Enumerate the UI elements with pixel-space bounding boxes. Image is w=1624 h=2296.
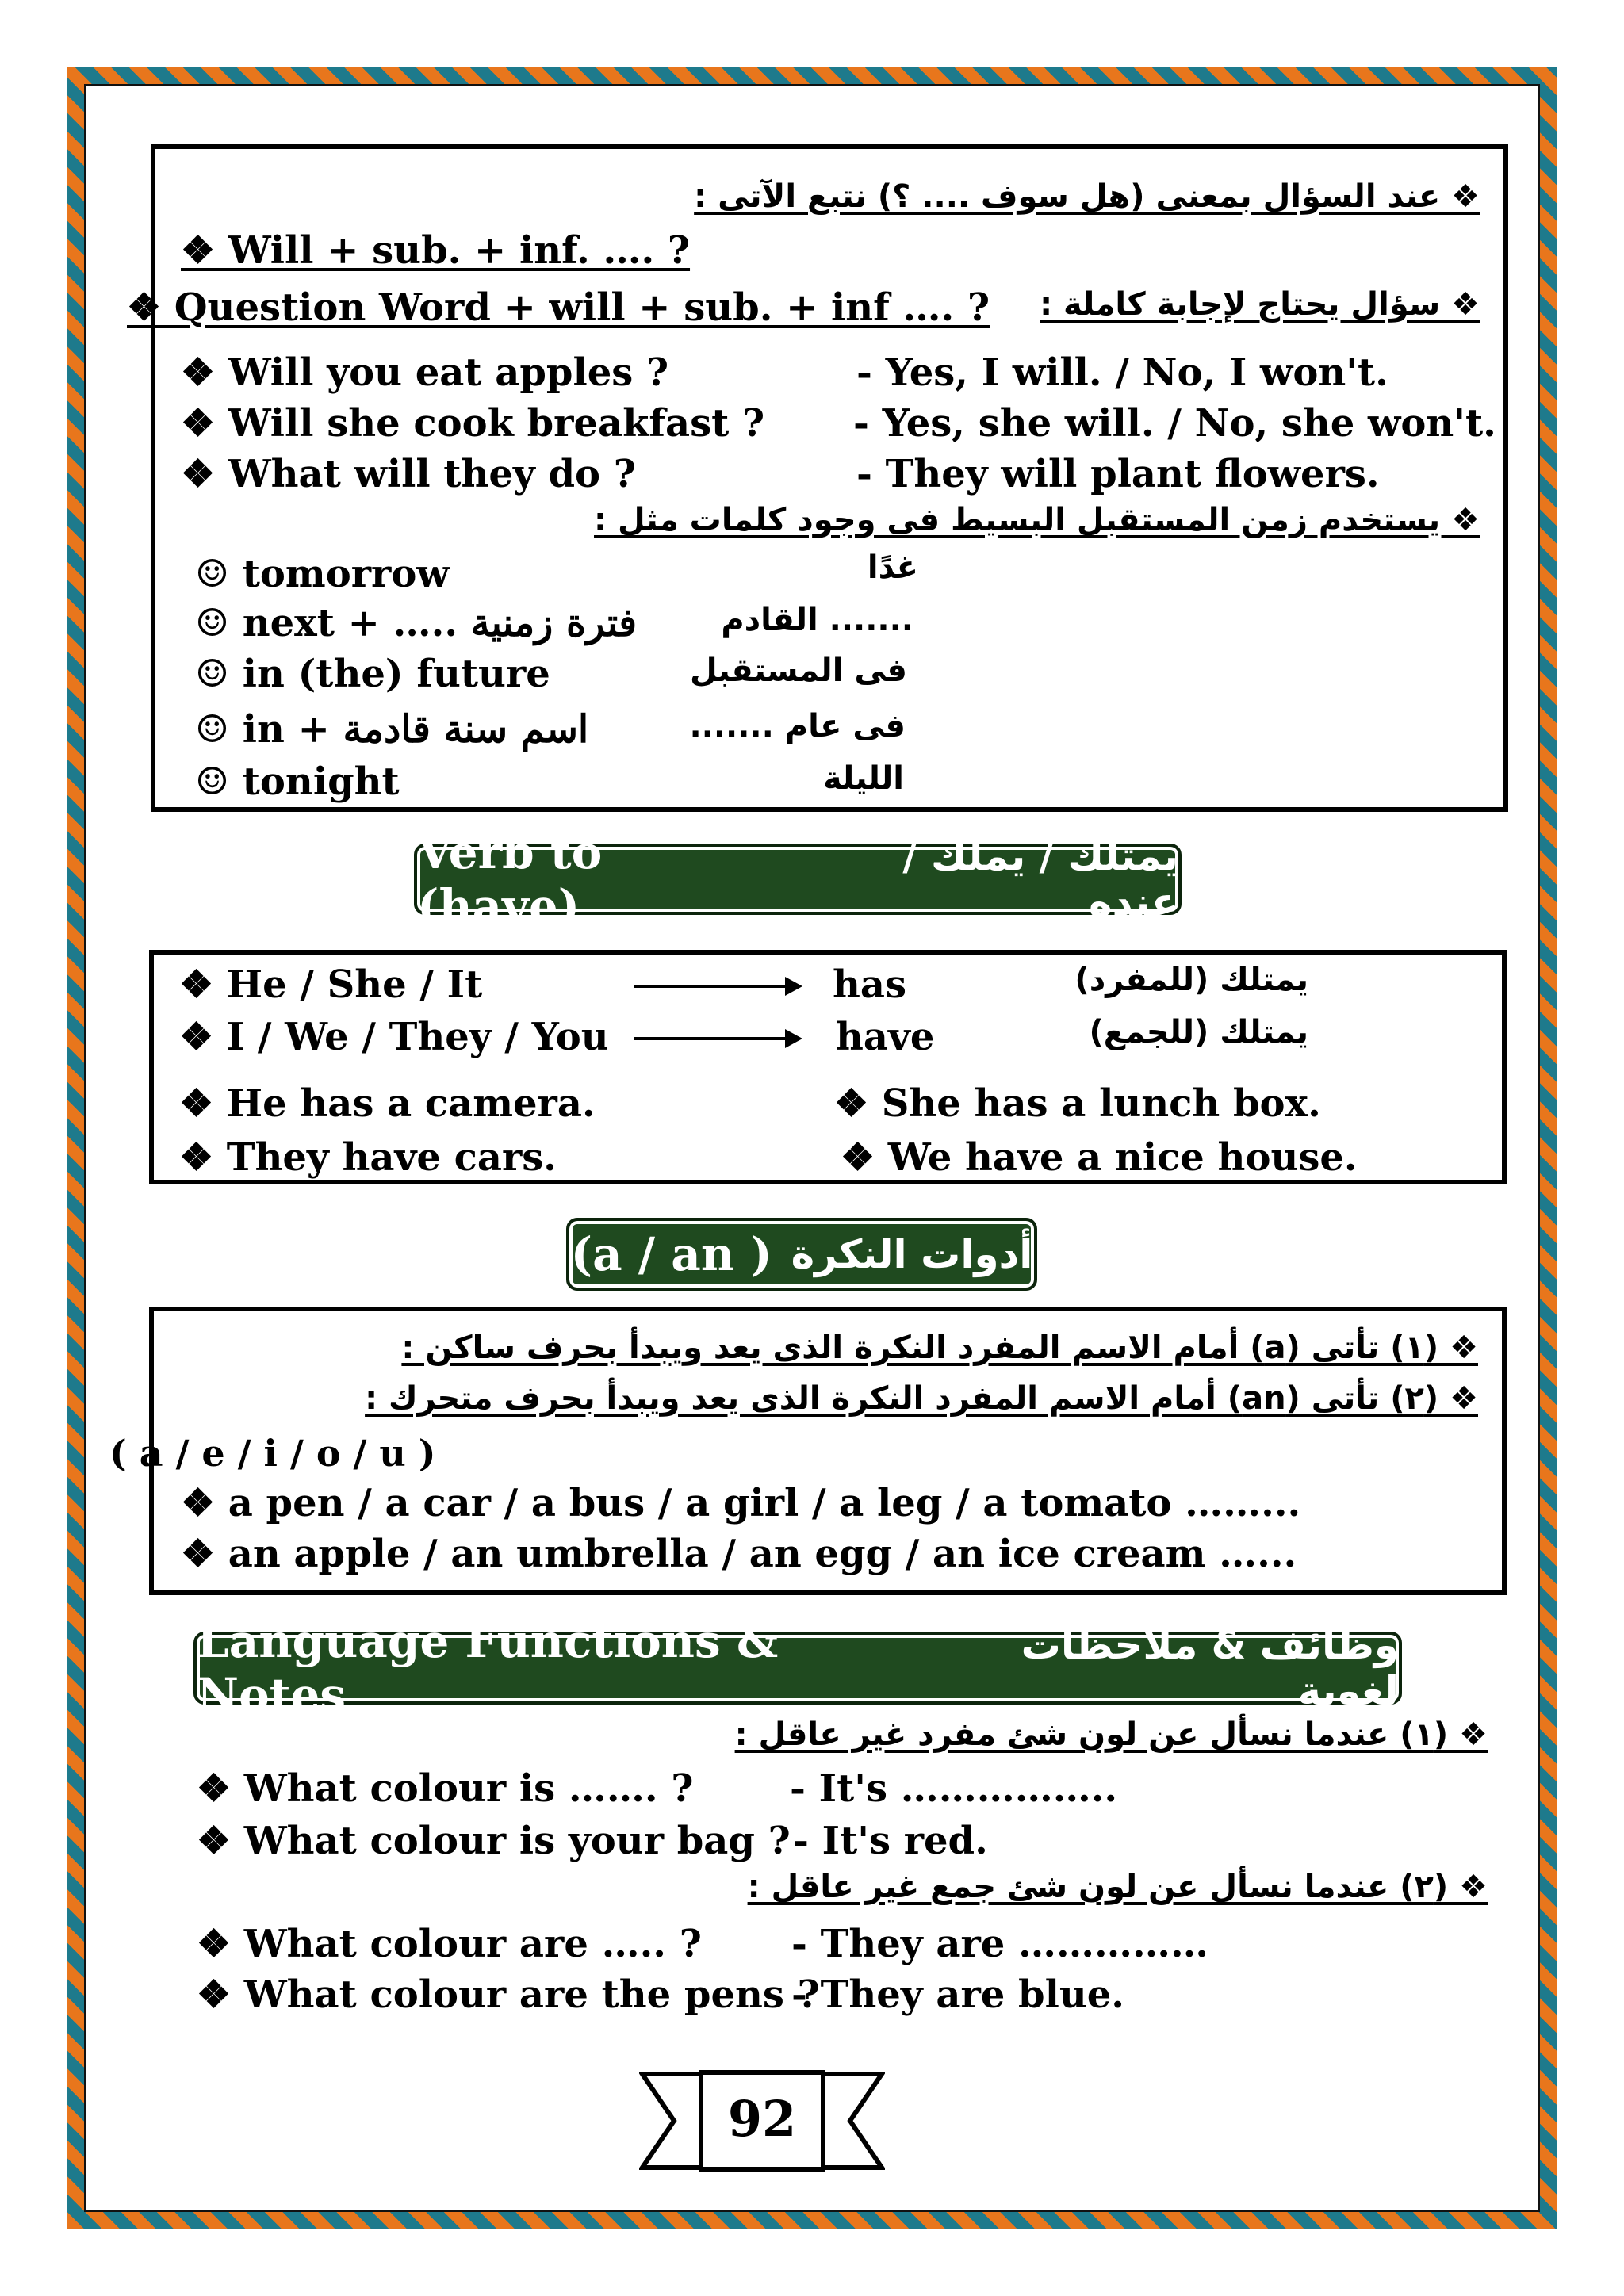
colour-question: ❖ What colour is your bag ? [197,1819,791,1863]
time-word-ar: غدًا [867,549,918,586]
verb-have: have [836,1015,935,1059]
colour-question: ❖ What colour is ……. ? [197,1766,694,1811]
have-example: ❖ He has a camera. [179,1081,596,1126]
time-word-ar: ....... القادم [721,602,914,638]
banner-title-ar: وظائف & ملاحظات لغوية [1021,1622,1399,1714]
banner-title: (a / an ) [570,1227,772,1281]
page-number-badge [639,2069,885,2172]
future-words-rule-ar: ❖ يستخدم زمن المستقبل البسيط فى وجود كلمات مثل : [594,502,1480,538]
verb-has: has [833,962,907,1007]
meaning-singular-ar: يمتلك (للمفرد) [1074,962,1308,998]
banner-title: Language Functions & Notes [197,1614,779,1722]
colour-answer: - They are blue. [791,1973,1124,2017]
right-arrow-icon [634,985,799,988]
colour-answer: - It's …………….. [790,1766,1118,1811]
vowels-list: ( a / e / i / o / u ) [109,1432,436,1475]
note-plural-ar: ❖ (٢) عندما نسأل عن لون شئ جمع غير عاقل : [747,1869,1488,1905]
time-word: ☺ in + اسم سنة قادمة [195,707,589,752]
example-answer: - Yes, I will. / No, I won't. [856,350,1388,395]
time-word: ☺ tonight [195,760,400,804]
article-a-examples: ❖ a pen / a car / a bus / a girl / a leg / a tomato ……... [181,1481,1301,1525]
full-answer-rule-ar: ❖ سؤال يحتاج لإجابة كاملة : [1040,286,1480,323]
articles-banner [566,1218,1037,1291]
colour-answer: - They are …………… [791,1922,1209,1966]
subject-plural: ❖ I / We / They / You [179,1015,609,1059]
example-question: ❖ What will they do ? [181,452,636,496]
language-functions-banner [193,1614,1402,1722]
page-number: 92 [727,2090,797,2148]
example-question: ❖ Will she cook breakfast ? [181,401,765,446]
example-question: ❖ Will you eat apples ? [181,350,669,395]
have-example: ❖ They have cars. [179,1135,557,1180]
colour-answer: - It's red. [793,1819,988,1863]
banner-title: Verb to (have) [417,825,603,933]
article-an-rule-ar: ❖ (٢) تأتى (an) أمام الاسم المفرد النكرة الذى يعد ويبدأ بحرف متحرك : [365,1380,1478,1417]
question-rule-ar: ❖ عند السؤال بمعنى (هل سوف .... ؟) نتبع الآتى : [694,178,1480,215]
time-word-ar: فى عام ....... [689,708,906,744]
meaning-plural-ar: يمتلك (للجمع) [1089,1014,1308,1050]
banner-title-ar: يمتلك / يملك / عنده [902,833,1178,925]
example-answer: - They will plant flowers. [856,452,1380,496]
colour-question: ❖ What colour are the pens ? [197,1973,820,2017]
have-example: ❖ She has a lunch box. [834,1081,1321,1126]
article-an-examples: ❖ an apple / an umbrella / an egg / an ice cream …... [181,1532,1297,1576]
time-word-ar: فى المستقبل [690,652,907,689]
right-arrow-icon [634,1037,799,1040]
time-word: ☺ next + ….. فترة زمنية [195,601,638,645]
time-word: ☺ tomorrow [195,552,450,596]
article-a-rule-ar: ❖ (١) تأتى (a) أمام الاسم المفرد النكرة الذى يعد ويبدأ بحرف ساكن : [401,1330,1478,1366]
question-word-formula: ❖ Question Word + will + sub. + inf …. ? [127,285,990,330]
have-example: ❖ We have a nice house. [841,1135,1358,1180]
subject-singular: ❖ He / She / It [179,962,483,1007]
will-formula: ❖ Will + sub. + inf. …. ? [181,228,691,273]
example-answer: - Yes, she will. / No, she won't. [853,401,1496,446]
banner-title-ar: أدوات النكرة [791,1231,1033,1277]
colour-question: ❖ What colour are ….. ? [197,1922,702,1966]
verb-to-have-banner [414,825,1182,933]
note-singular-ar: ❖ (١) عندما نسأل عن لون شئ مفرد غير عاقل : [734,1716,1488,1753]
time-word-ar: الليلة [823,760,904,797]
time-word: ☺ in (the) future [195,652,550,696]
